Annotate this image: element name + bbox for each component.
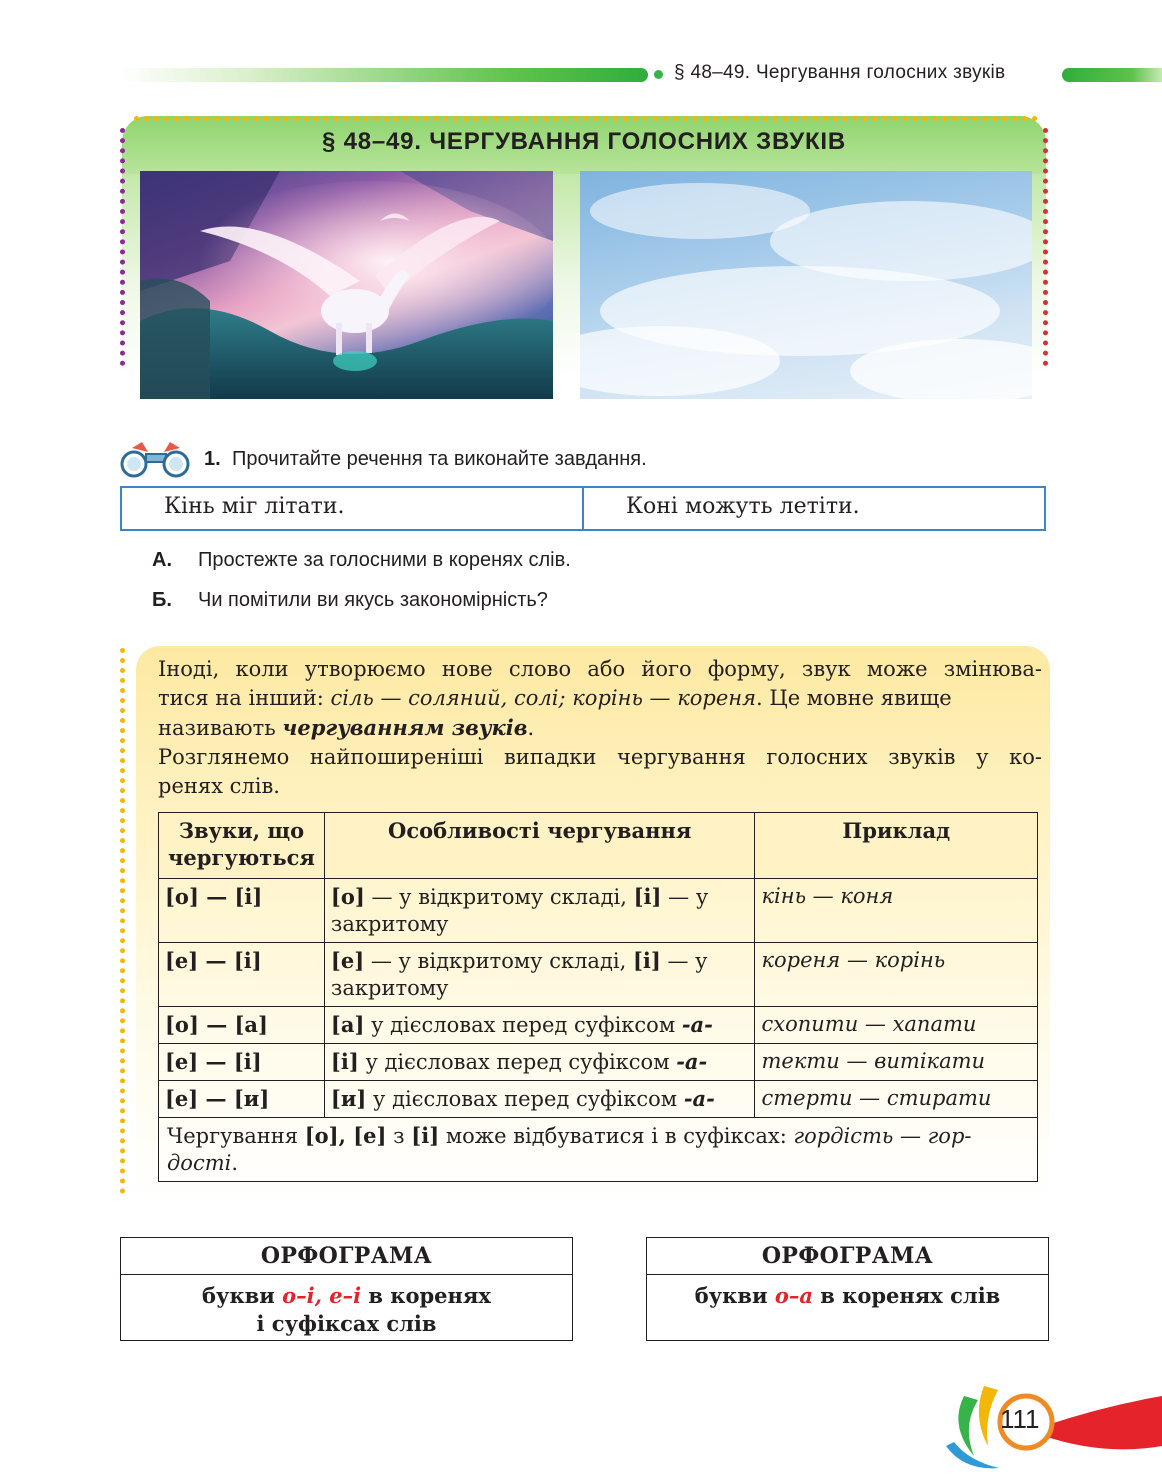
- page-number: 111: [1000, 1404, 1040, 1434]
- rule-term: чергуванням звуків: [282, 715, 528, 740]
- orthogram-letters: о–а: [774, 1283, 813, 1308]
- table-footer-row: [159, 1118, 1038, 1182]
- dotted-border-right: [1043, 128, 1048, 366]
- orthogram-letters: о–і: [282, 1283, 315, 1308]
- table-row: [159, 1081, 1038, 1118]
- features-cell: [а] у дієсловах перед суфіксом -а-: [324, 1007, 755, 1044]
- orthogram-box-2: [646, 1237, 1049, 1341]
- question-text: Чи помітили ви якусь закономірність?: [198, 589, 548, 611]
- features-cell: [е] — у відкритому складі, [і] — у закритому: [324, 943, 755, 1007]
- rule-line-5: ренях слів.: [158, 774, 280, 798]
- binoculars-icon: [118, 438, 194, 478]
- sky-clouds-photo: [580, 171, 1032, 399]
- header-bullet-dot: [654, 70, 663, 79]
- page-number-decoration-icon: [944, 1376, 1162, 1474]
- sounds-cell: [е] — [і]: [159, 943, 325, 1007]
- rule-line-1: Іноді, коли утворюємо нове слово або його форму, звук може змінюва-: [158, 657, 1042, 681]
- header-decor-bar-right: [1062, 68, 1162, 82]
- rule-text-part: називають: [158, 716, 283, 740]
- dotted-border-top: [134, 116, 1038, 121]
- sentences-table: [120, 486, 1046, 531]
- orthogram-letters: е–і: [329, 1283, 362, 1308]
- table-row: [159, 943, 1038, 1007]
- task-instruction: Прочитайте речення та виконайте завдання.: [232, 448, 647, 470]
- example-cell: кінь — коня: [755, 879, 1038, 943]
- rule-line-4: Розглянемо найпоширеніші випадки чергування голосних звуків у ко-: [158, 745, 1042, 769]
- sentence-cell-2: Коні можуть летіти.: [582, 488, 1044, 529]
- question-b: [152, 589, 548, 612]
- features-cell: [и] у дієсловах перед суфіксом -а-: [324, 1081, 755, 1118]
- header-decor-bar-left: [120, 68, 648, 82]
- table-header-row: [159, 813, 1038, 879]
- features-cell: [і] у дієсловах перед суфіксом -а-: [324, 1044, 755, 1081]
- table-header-example: Приклад: [755, 813, 1038, 879]
- table-header-sounds: Звуки, що чергуються: [159, 813, 325, 879]
- table-header-features: Особливості чергування: [324, 813, 755, 879]
- orthogram-title: ОРФОГРАМА: [647, 1238, 1048, 1275]
- rule-text: [158, 655, 1042, 801]
- example-cell: стерти — стирати: [755, 1081, 1038, 1118]
- question-letter: А.: [152, 549, 172, 571]
- sounds-cell: [о] — [і]: [159, 879, 325, 943]
- task-number: 1.: [204, 448, 221, 470]
- table-row: [159, 1007, 1038, 1044]
- orthogram-body: букви о–і, е–і в коренях і суфіксах слів: [202, 1283, 491, 1336]
- rule-text-part: тися на інший:: [158, 686, 331, 710]
- example-cell: текти — витікати: [755, 1044, 1038, 1081]
- rule-line-2: [158, 684, 1042, 713]
- orthogram-title: ОРФОГРАМА: [121, 1238, 572, 1275]
- example-cell: схопити — хапати: [755, 1007, 1038, 1044]
- rule-text-part: .: [527, 716, 535, 740]
- section-title: § 48–49. ЧЕРГУВАННЯ ГОЛОСНИХ ЗВУКІВ: [321, 128, 847, 155]
- dotted-border-left: [120, 128, 125, 366]
- example-cell: кореня — корінь: [755, 943, 1038, 1007]
- pegasus-illustration: [140, 171, 553, 399]
- question-letter: Б.: [152, 589, 172, 611]
- clouds-image: [580, 171, 1032, 399]
- sounds-cell: [о] — [а]: [159, 1007, 325, 1044]
- question-a: [152, 549, 571, 572]
- orthogram-body: букви о–а в коренях слів: [694, 1283, 1001, 1308]
- sounds-cell: [е] — [і]: [159, 1044, 325, 1081]
- pegasus-image: [140, 171, 553, 399]
- question-text: Простежте за голосними в коренях слів.: [198, 549, 571, 571]
- sounds-cell: [е] — [и]: [159, 1081, 325, 1118]
- orthogram-box-1: [120, 1237, 573, 1341]
- rule-dotted-border: [120, 648, 125, 1194]
- running-title: § 48–49. Чергування голосних звуків: [674, 62, 1006, 83]
- features-cell: [о] — у відкритому складі, [і] — у закритому: [324, 879, 755, 943]
- table-row: [159, 879, 1038, 943]
- rule-examples: сіль — соляний, солі; корінь — кореня: [330, 686, 757, 710]
- table-footer-note: Чергування [о], [е] з [і] може відбуватися і в суфіксах: гордість — гор-дості.: [159, 1118, 1038, 1182]
- rule-text-part: . Це мовне явище: [756, 686, 952, 710]
- sentence-cell-1: Кінь міг літати.: [164, 494, 345, 519]
- vowel-alternation-table: [158, 812, 1038, 1182]
- table-row: [159, 1044, 1038, 1081]
- rule-line-3: [158, 713, 1042, 743]
